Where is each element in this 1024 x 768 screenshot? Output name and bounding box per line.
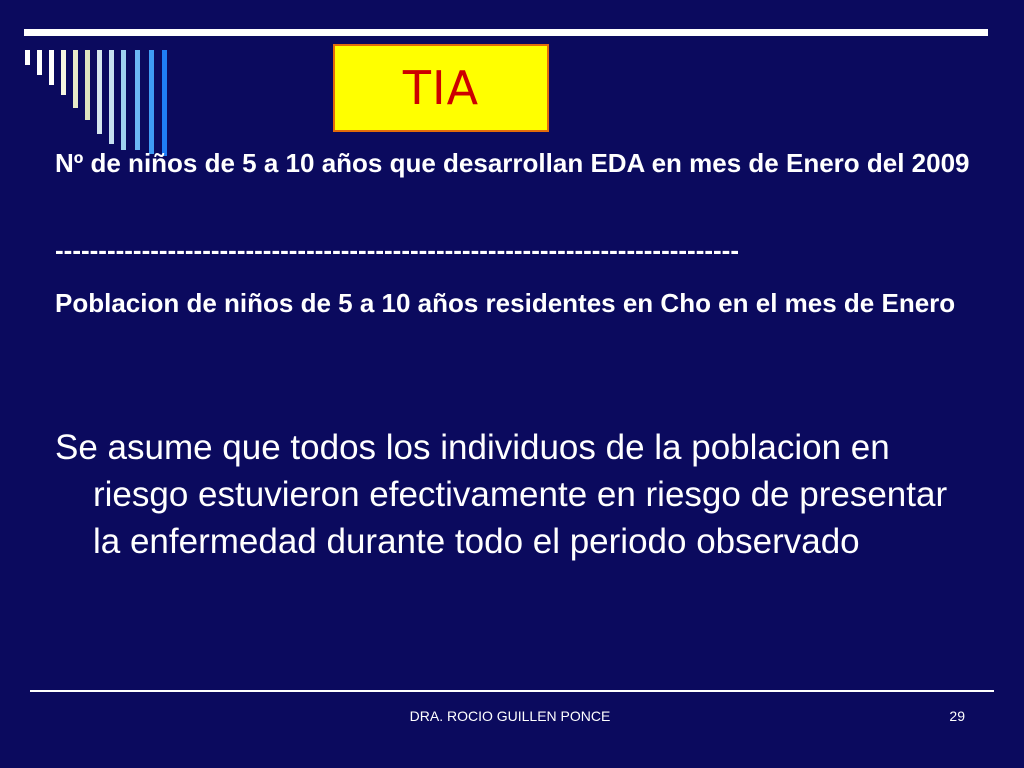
assumption-text: Se asume que todos los individuos de la poblacion en riesgo estuvieron efectivamente en riesgo de presentar la enfermedad durante todo el periodo observado [55,428,948,561]
bottom-rule [30,690,994,692]
footer-author: DRA. ROCIO GUILLEN PONCE [409,708,611,724]
slide-title: TIA [402,61,480,115]
numerator-text: Nº de niños de 5 a 10 años que desarrollan EDA en mes de Enero del 2009 [55,148,970,178]
title-box [333,44,549,132]
denominator-text: Poblacion de niños de 5 a 10 años residentes en Cho en el mes de Enero [55,288,956,318]
fraction-divider: ------------------------------------------------------------------------------- [55,235,739,265]
page-number: 29 [949,708,965,724]
decorative-stripes [0,0,180,160]
